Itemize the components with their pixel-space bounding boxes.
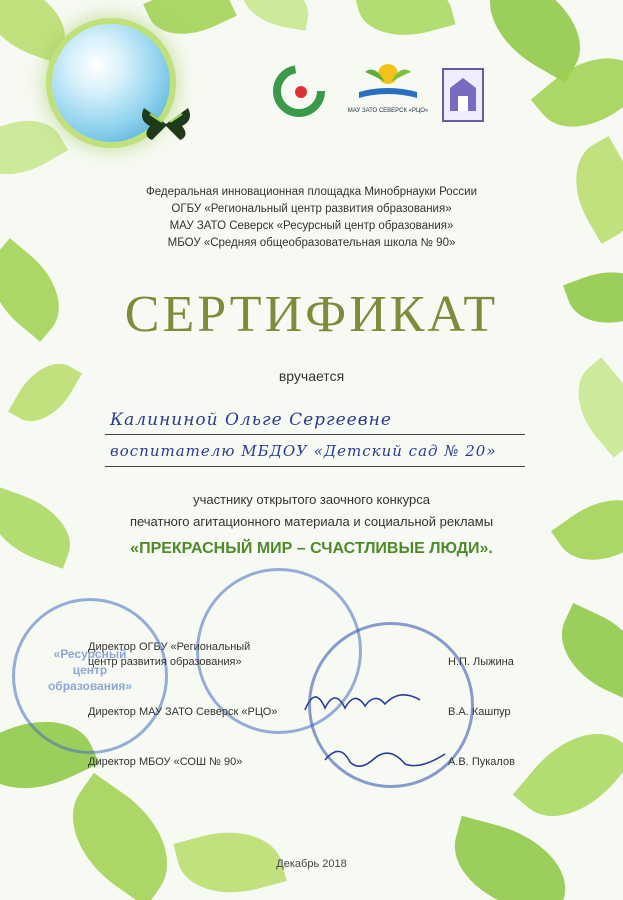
signature-name-3: А.В. Пукалов: [448, 756, 515, 768]
organization-line-2: ОГБУ «Региональный центр развития образования»: [171, 203, 452, 215]
signature-position-1-line-2: центр развития образования»: [88, 656, 242, 668]
recipient-line-2: воспитателю МБДОУ «Детский сад № 20»: [110, 442, 497, 460]
organizations-block: [0, 184, 623, 252]
signature-name-2: В.А. Кашпур: [448, 706, 511, 718]
signature-name-1: Н.П. Лыжина: [448, 656, 514, 668]
signature-position-1: [88, 640, 250, 670]
butterfly-icon: [138, 104, 194, 144]
description-line-2: печатного агитационного материала и социальной рекламы: [129, 514, 494, 529]
school-emblem-icon: [440, 66, 486, 124]
handwritten-signature-3: [320, 740, 450, 780]
recipient-underline-1: [105, 434, 525, 435]
left-stamp: [12, 598, 168, 754]
recipient-underline-2: [105, 466, 525, 467]
certificate-title: СЕРТИФИКАТ: [124, 286, 499, 343]
signature-position-1-line-1: Директор ОГБУ «Региональный: [88, 641, 251, 653]
signature-position-2: Директор МАУ ЗАТО Северск «РЦО»: [88, 706, 278, 718]
organization-line-1: Федеральная инновационная площадка Минобрнауки России: [145, 186, 478, 198]
left-stamp-text: «Ресурсный центр образования»: [47, 647, 133, 693]
description-line-1: участнику открытого заочного конкурса: [193, 492, 430, 507]
organization-line-3: МАУ ЗАТО Северск «Ресурсный центр образования»: [169, 220, 454, 232]
certificate-date: Декабрь 2018: [276, 858, 347, 870]
book-sprout-icon: [345, 58, 431, 102]
awarded-label: вручается: [278, 368, 345, 384]
rco-logo: [345, 58, 431, 114]
handwritten-signature-2: [300, 680, 430, 720]
recipient-line-1: Калининой Ольге Сергеевне: [110, 410, 392, 430]
contest-name: «ПРЕКРАСНЫЙ МИР – СЧАСТЛИВЫЕ ЛЮДИ».: [130, 540, 493, 557]
organization-logo-icon: [270, 62, 328, 120]
rco-logo-caption: МАУ ЗАТО СЕВЕРСК «РЦО»: [347, 108, 429, 114]
organization-line-4: МБОУ «Средняя общеобразовательная школа № 90»: [167, 237, 456, 249]
signature-position-3: Директор МБОУ «СОШ № 90»: [88, 756, 243, 768]
